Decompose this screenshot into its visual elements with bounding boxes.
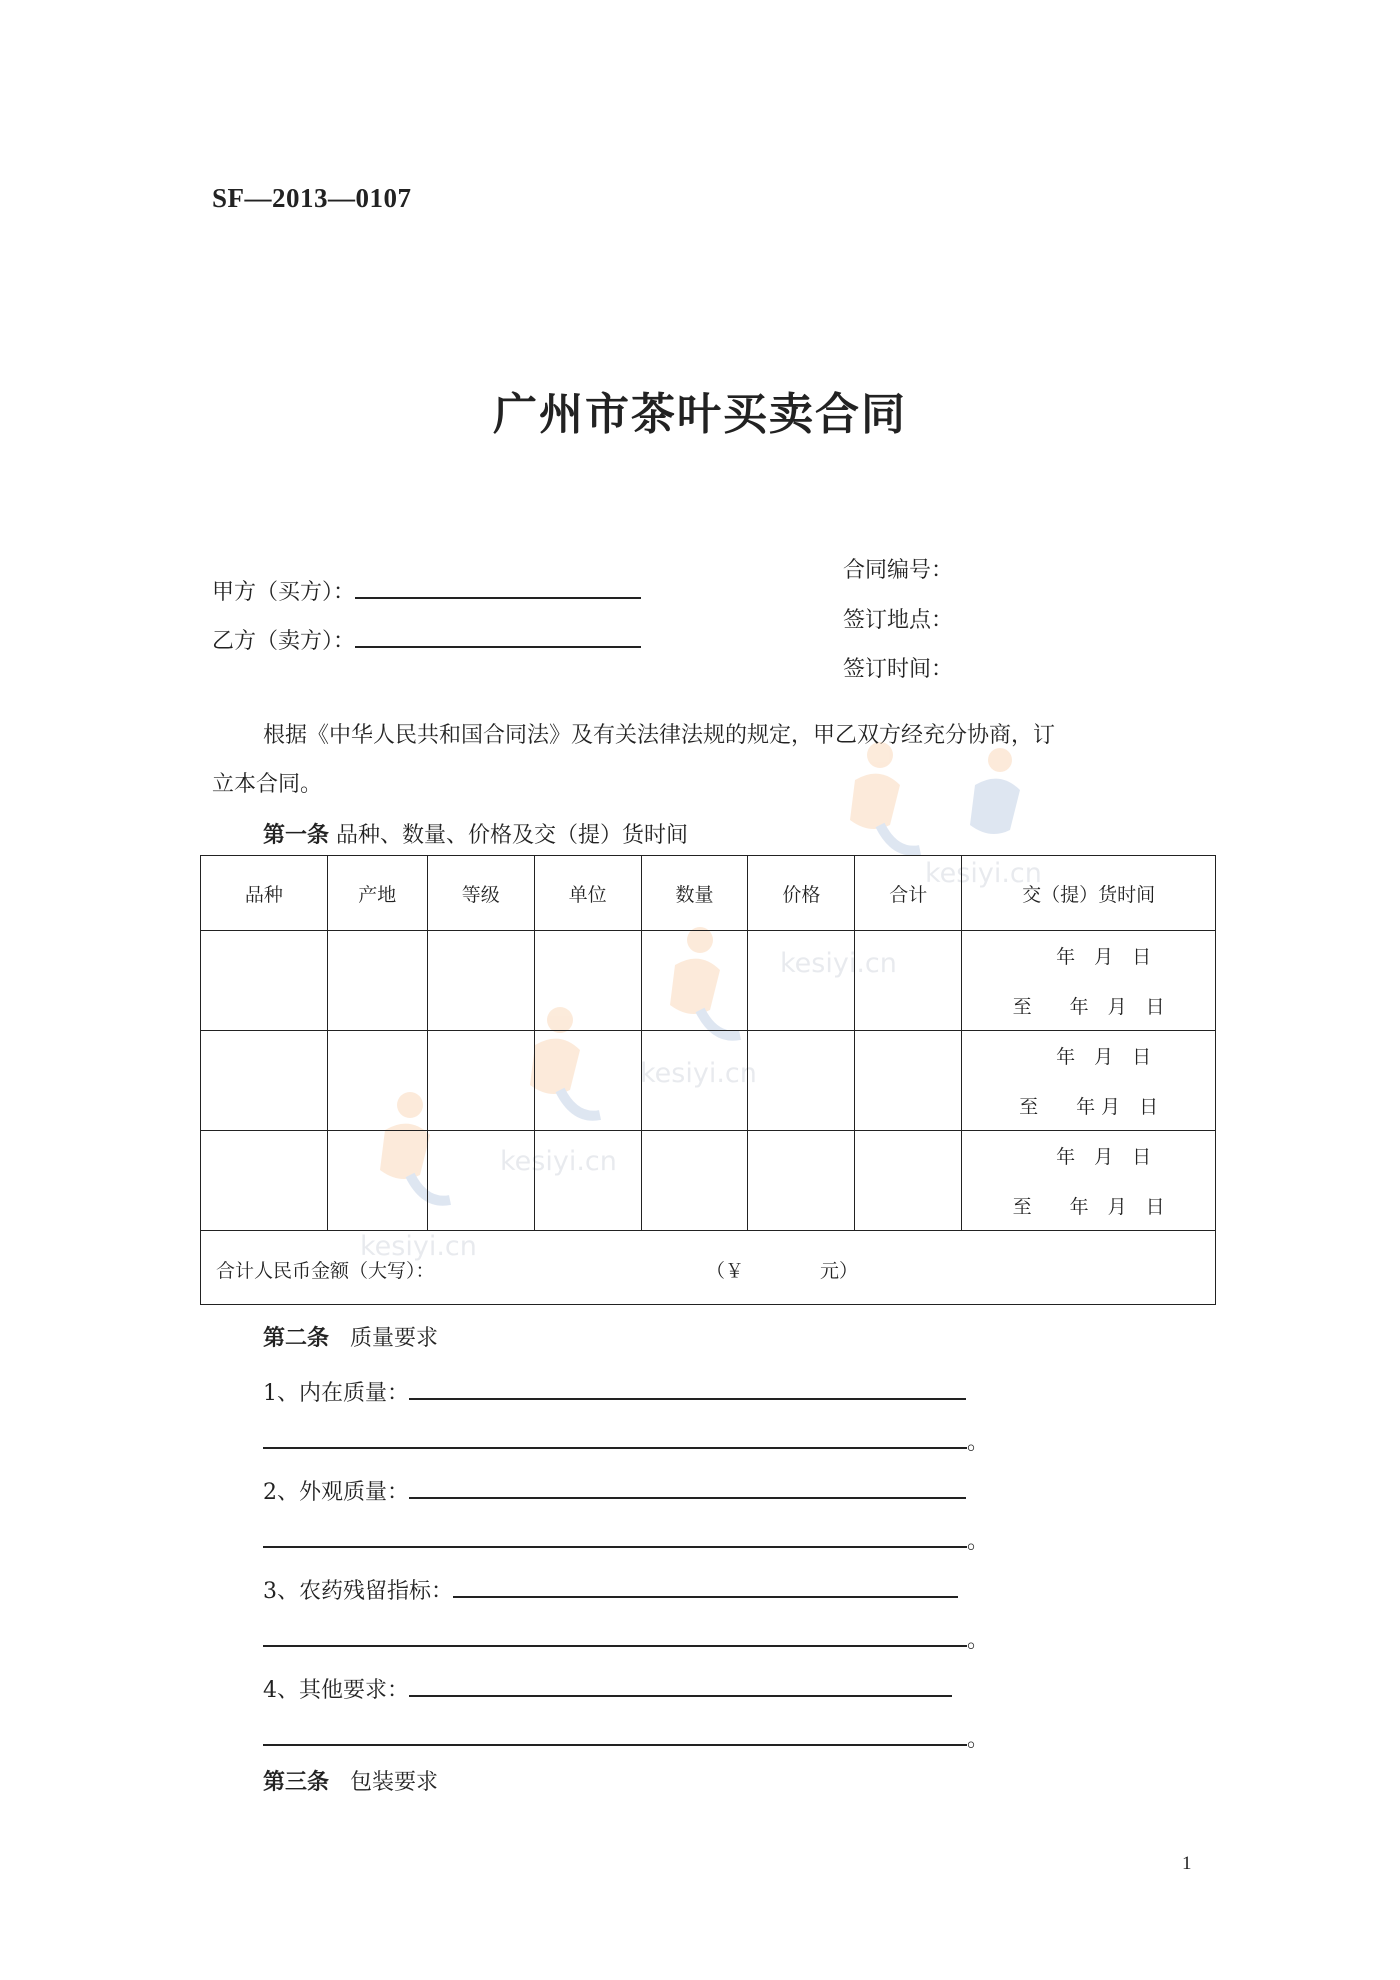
document-number: SF—2013—0107 <box>212 183 412 213</box>
table-cell[interactable] <box>641 1031 748 1131</box>
watermark-text: kesiyi.cn <box>500 1146 617 1177</box>
table-header-cell: 交（提）货时间 <box>962 856 1216 931</box>
quality-item-4 <box>263 1673 952 1702</box>
article-1-text: 品种、数量、价格及交（提）货时间 <box>336 823 689 848</box>
date-from: 年 月 日 <box>1056 946 1152 969</box>
date-to: 至 年 月 日 <box>1012 995 1165 1018</box>
table-cell[interactable] <box>327 931 427 1031</box>
page-title: 广州市茶叶买卖合同 <box>493 389 907 440</box>
sign-place-label: 签订地点： <box>843 608 954 633</box>
table-header-cell: 单位 <box>534 856 641 931</box>
table-cell[interactable] <box>748 1131 855 1231</box>
quality-item-label: 3、农药残留指标： <box>263 1579 453 1604</box>
watermark-text: kesiyi.cn <box>925 858 1042 889</box>
table-cell[interactable] <box>748 1031 855 1131</box>
quality-item-field[interactable] <box>453 1574 958 1598</box>
table-row <box>201 1131 1216 1231</box>
table-header-cell: 品种 <box>201 856 328 931</box>
article-2-text: 质量要求 <box>350 1326 439 1351</box>
table-cell[interactable] <box>201 931 328 1031</box>
article-3-heading <box>263 1771 438 1794</box>
table-cell[interactable] <box>855 1131 962 1231</box>
quality-item-4-continuation <box>263 1722 989 1751</box>
quality-item-2-continuation <box>263 1524 989 1553</box>
date-to: 至 年 月 日 <box>1019 1095 1159 1118</box>
sign-time-label: 签订时间： <box>843 657 954 682</box>
total-amount-cell[interactable] <box>201 1231 1216 1305</box>
party-a-label: 甲方（买方）： <box>212 580 356 605</box>
goods-table <box>200 855 1216 1305</box>
preamble-line-2: 立本合同。 <box>212 772 323 797</box>
page-number: 1 <box>1182 1853 1192 1874</box>
end-mark: 。 <box>967 1529 990 1554</box>
table-header-cell: 产地 <box>327 856 427 931</box>
end-mark: 。 <box>967 1628 990 1653</box>
table-header-cell: 数量 <box>641 856 748 931</box>
date-to: 至 年 月 日 <box>1012 1195 1165 1218</box>
watermark-figure-icon <box>850 742 1020 851</box>
watermark-text: kesiyi.cn <box>360 1231 477 1262</box>
article-2-heading <box>263 1327 438 1350</box>
end-mark: 。 <box>967 1727 990 1752</box>
party-a-field[interactable] <box>355 575 641 599</box>
date-from: 年 月 日 <box>1056 1146 1152 1169</box>
table-cell[interactable] <box>427 1031 534 1131</box>
article-3-text: 包装要求 <box>350 1770 439 1795</box>
date-from: 年 月 日 <box>1056 1046 1152 1069</box>
article-2-label: 第二条 <box>263 1325 330 1351</box>
quality-item-label: 1、内在质量： <box>263 1381 409 1406</box>
table-cell[interactable] <box>534 1031 641 1131</box>
quality-item-field[interactable] <box>263 1524 967 1548</box>
article-3-label: 第三条 <box>263 1769 330 1795</box>
article-1-label: 第一条 <box>263 822 330 848</box>
delivery-date-cell[interactable] <box>962 1031 1216 1131</box>
party-b-label: 乙方（卖方）： <box>212 629 356 654</box>
table-cell[interactable] <box>641 1131 748 1231</box>
table-cell[interactable] <box>748 931 855 1031</box>
table-cell[interactable] <box>641 931 748 1031</box>
table-cell[interactable] <box>855 931 962 1031</box>
contract-number-label: 合同编号： <box>843 558 954 583</box>
party-b-field[interactable] <box>355 624 641 648</box>
quality-item-field[interactable] <box>263 1425 967 1449</box>
table-header-row <box>201 856 1216 931</box>
watermark-text: kesiyi.cn <box>640 1058 757 1089</box>
table-cell[interactable] <box>427 931 534 1031</box>
table-cell[interactable] <box>201 1131 328 1231</box>
table-total-row <box>201 1231 1216 1305</box>
table-cell[interactable] <box>855 1031 962 1131</box>
table-row <box>201 1031 1216 1131</box>
quality-item-field[interactable] <box>263 1623 967 1647</box>
table-row <box>201 931 1216 1031</box>
quality-item-field[interactable] <box>263 1722 967 1746</box>
table-cell[interactable] <box>534 931 641 1031</box>
table-header-cell: 等级 <box>427 856 534 931</box>
table-cell[interactable] <box>327 1131 427 1231</box>
quality-item-field[interactable] <box>409 1673 952 1697</box>
table-header-cell: 价格 <box>748 856 855 931</box>
quality-item-1-continuation <box>263 1425 989 1454</box>
delivery-date-cell[interactable] <box>962 1131 1216 1231</box>
quality-item-3 <box>263 1574 958 1603</box>
quality-item-label: 4、其他要求： <box>263 1678 409 1703</box>
party-a-row <box>212 575 641 604</box>
delivery-date-cell[interactable] <box>962 931 1216 1031</box>
article-1-heading <box>263 824 688 847</box>
table-header-cell: 合计 <box>855 856 962 931</box>
table-cell[interactable] <box>534 1131 641 1231</box>
preamble-line-1: 根据《中华人民共和国合同法》及有关法律法规的规定，甲乙双方经充分协商，订 <box>263 723 1056 748</box>
quality-item-field[interactable] <box>409 1376 966 1400</box>
end-mark: 。 <box>967 1430 990 1455</box>
table-cell[interactable] <box>201 1031 328 1131</box>
total-amount-rmb: （￥ 元） <box>706 1260 859 1282</box>
quality-item-label: 2、外观质量： <box>263 1480 409 1505</box>
quality-item-1 <box>263 1376 966 1405</box>
watermark-text: kesiyi.cn <box>780 948 897 979</box>
table-cell[interactable] <box>327 1031 427 1131</box>
quality-item-3-continuation <box>263 1623 989 1652</box>
quality-item-2 <box>263 1475 966 1504</box>
table-cell[interactable] <box>427 1131 534 1231</box>
quality-item-field[interactable] <box>409 1475 966 1499</box>
total-amount-label: 合计人民币金额（大写）： <box>216 1260 435 1282</box>
party-b-row <box>212 624 641 653</box>
